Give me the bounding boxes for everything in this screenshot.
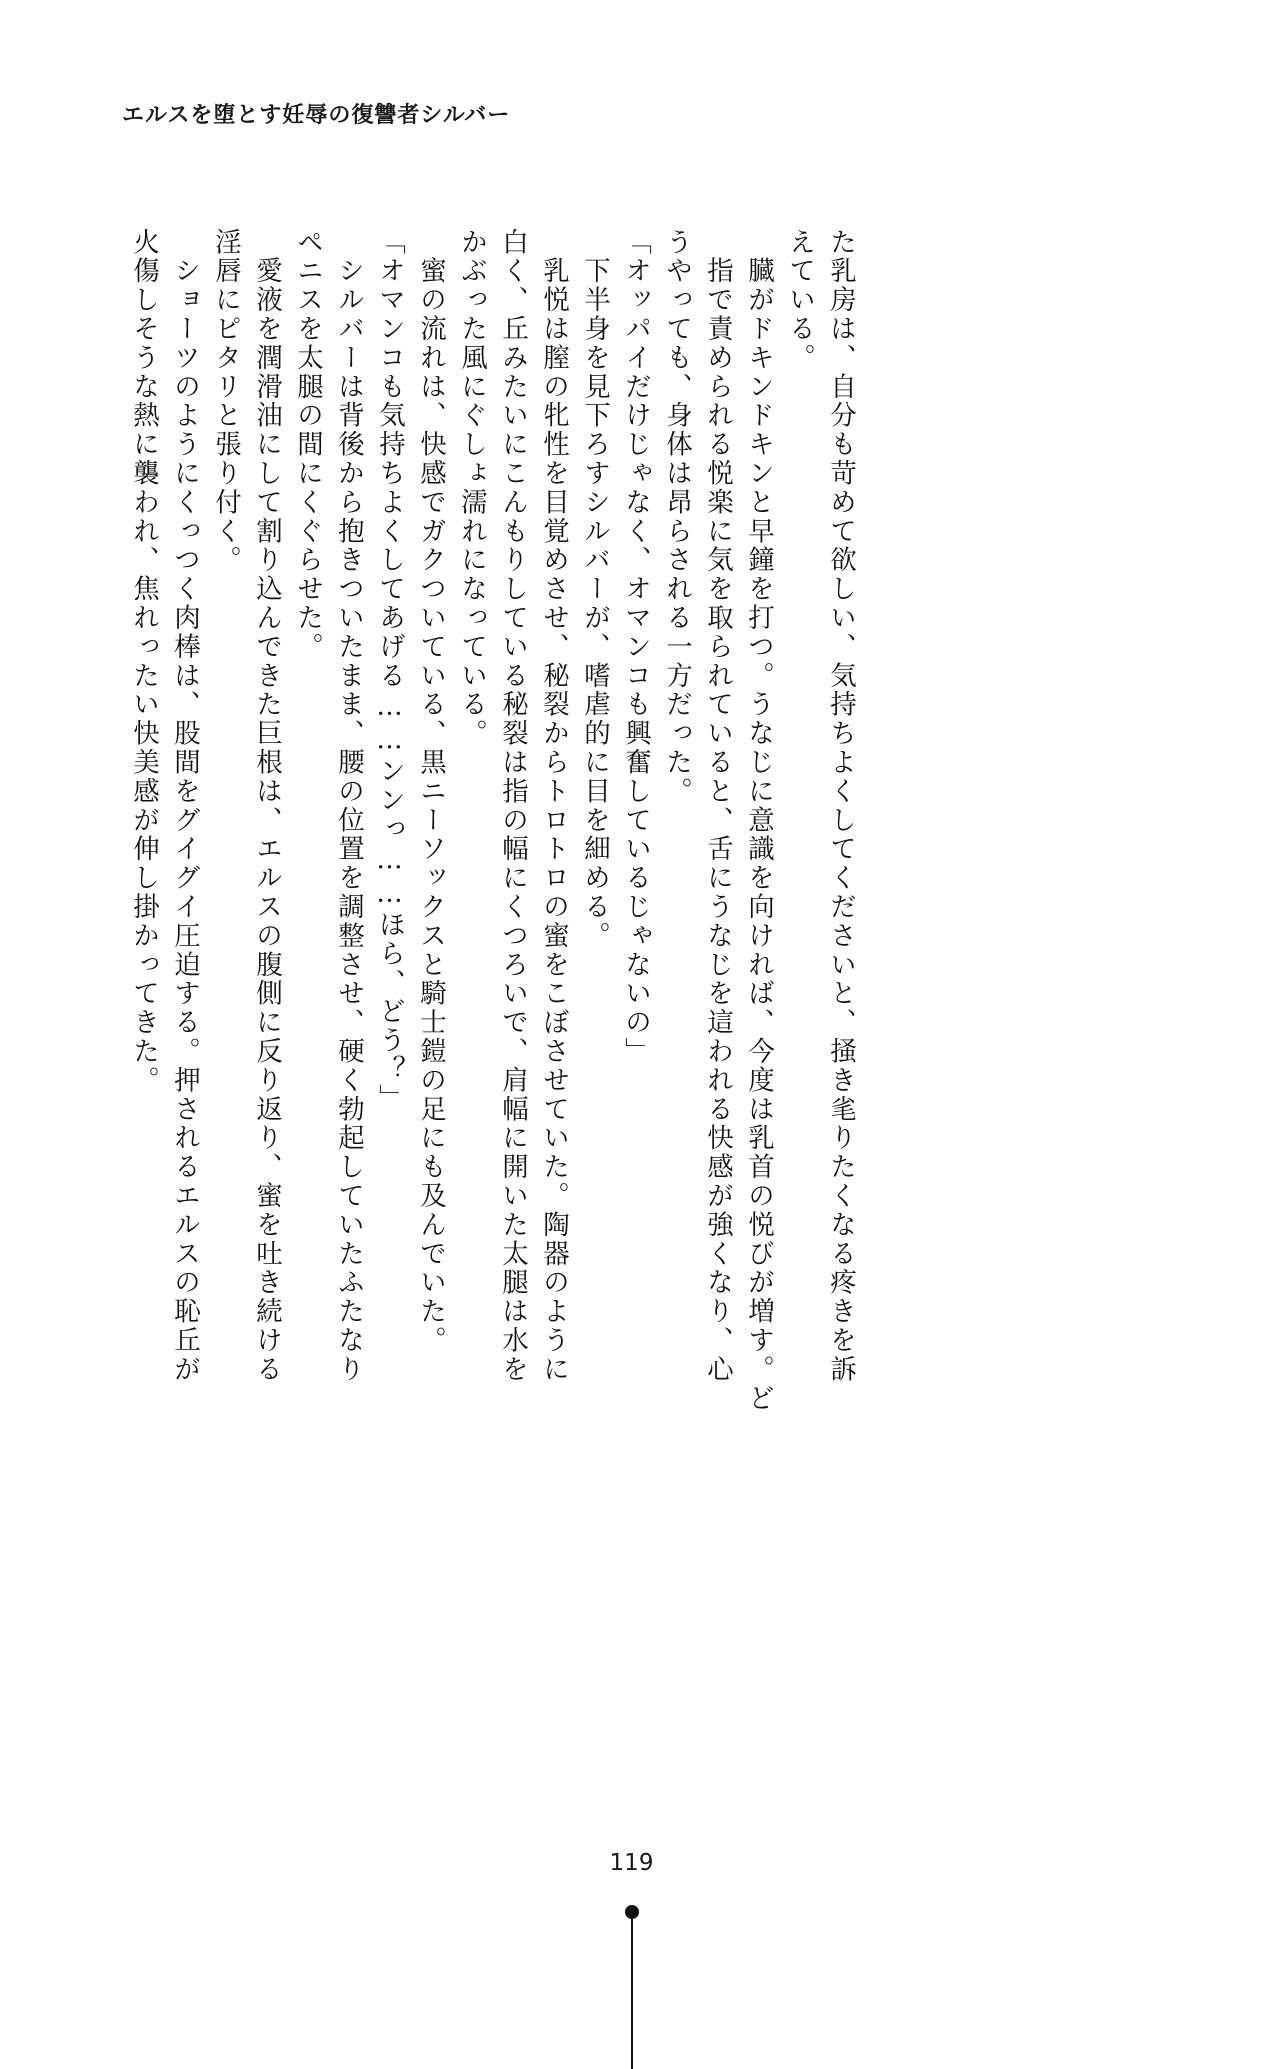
text-column: 乳悦は膣の牝性を目覚めさせ、秘裂からトロトロの蜜をこぼさせていた。陶器のように: [538, 228, 569, 1384]
text-column: 下半身を見下ろすシルバーが、嗜虐的に目を細める。: [579, 228, 610, 951]
binding-rule: [631, 1919, 633, 2069]
text-column: ペニスを太腿の間にくぐらせた。: [292, 228, 323, 662]
page-number: 119: [609, 1850, 654, 1876]
text-column: うやっても、身体は昂らされる一方だった。: [661, 228, 692, 806]
binding-dot-icon: [625, 1905, 639, 1919]
text-column: かぶった風にぐしょ濡れになっている。: [456, 228, 487, 749]
text-column: 臓がドキンドキンと早鐘を打つ。うなじに意識を向ければ、今度は乳首の悦びが増す。ど: [743, 228, 774, 1413]
text-column: えている。: [784, 228, 815, 373]
text-column: 淫唇にピタリと張り付く。: [210, 228, 241, 575]
text-column: シルバーは背後から抱きついたまま、腰の位置を調整させ、硬く勃起していたふたなり: [333, 228, 364, 1384]
text-column: 白く、丘みたいにこんもりしている秘裂は指の幅にくつろいで、肩幅に開いた太腿は水を: [497, 228, 528, 1384]
vertical-text-body: [115, 228, 1145, 1413]
text-column: 火傷しそうな熱に襲われ、焦れったい快美感が伸し掛かってきた。: [128, 228, 159, 1095]
text-column: た乳房は、自分も苛めて欲しい、気持ちよくしてくださいと、掻き毟りたくなる疼きを訴: [825, 228, 856, 1384]
text-column: ショーツのようにくっつく肉棒は、股間をグイグイ圧迫する。押されるエルスの恥丘が: [169, 228, 200, 1384]
text-column: 「オマンコも気持ちよくしてあげる……ンンっ……ほら、どう？」: [374, 228, 405, 1113]
text-column: 蜜の流れは、快感でガクついている、黒ニーソックスと騎士鎧の足にも及んでいた。: [415, 228, 446, 1356]
text-column: 「オッパイだけじゃなく、オマンコも興奮しているじゃないの」: [620, 228, 651, 1067]
running-header-title: エルスを堕とす妊辱の復讐者シルバー: [122, 103, 511, 128]
text-column: 愛液を潤滑油にして割り込んできた巨根は、エルスの腹側に反り返り、蜜を吐き続ける: [251, 228, 282, 1384]
text-column: 指で責められる悦楽に気を取られていると、舌にうなじを這われる快感が強くなり、心: [702, 228, 733, 1384]
